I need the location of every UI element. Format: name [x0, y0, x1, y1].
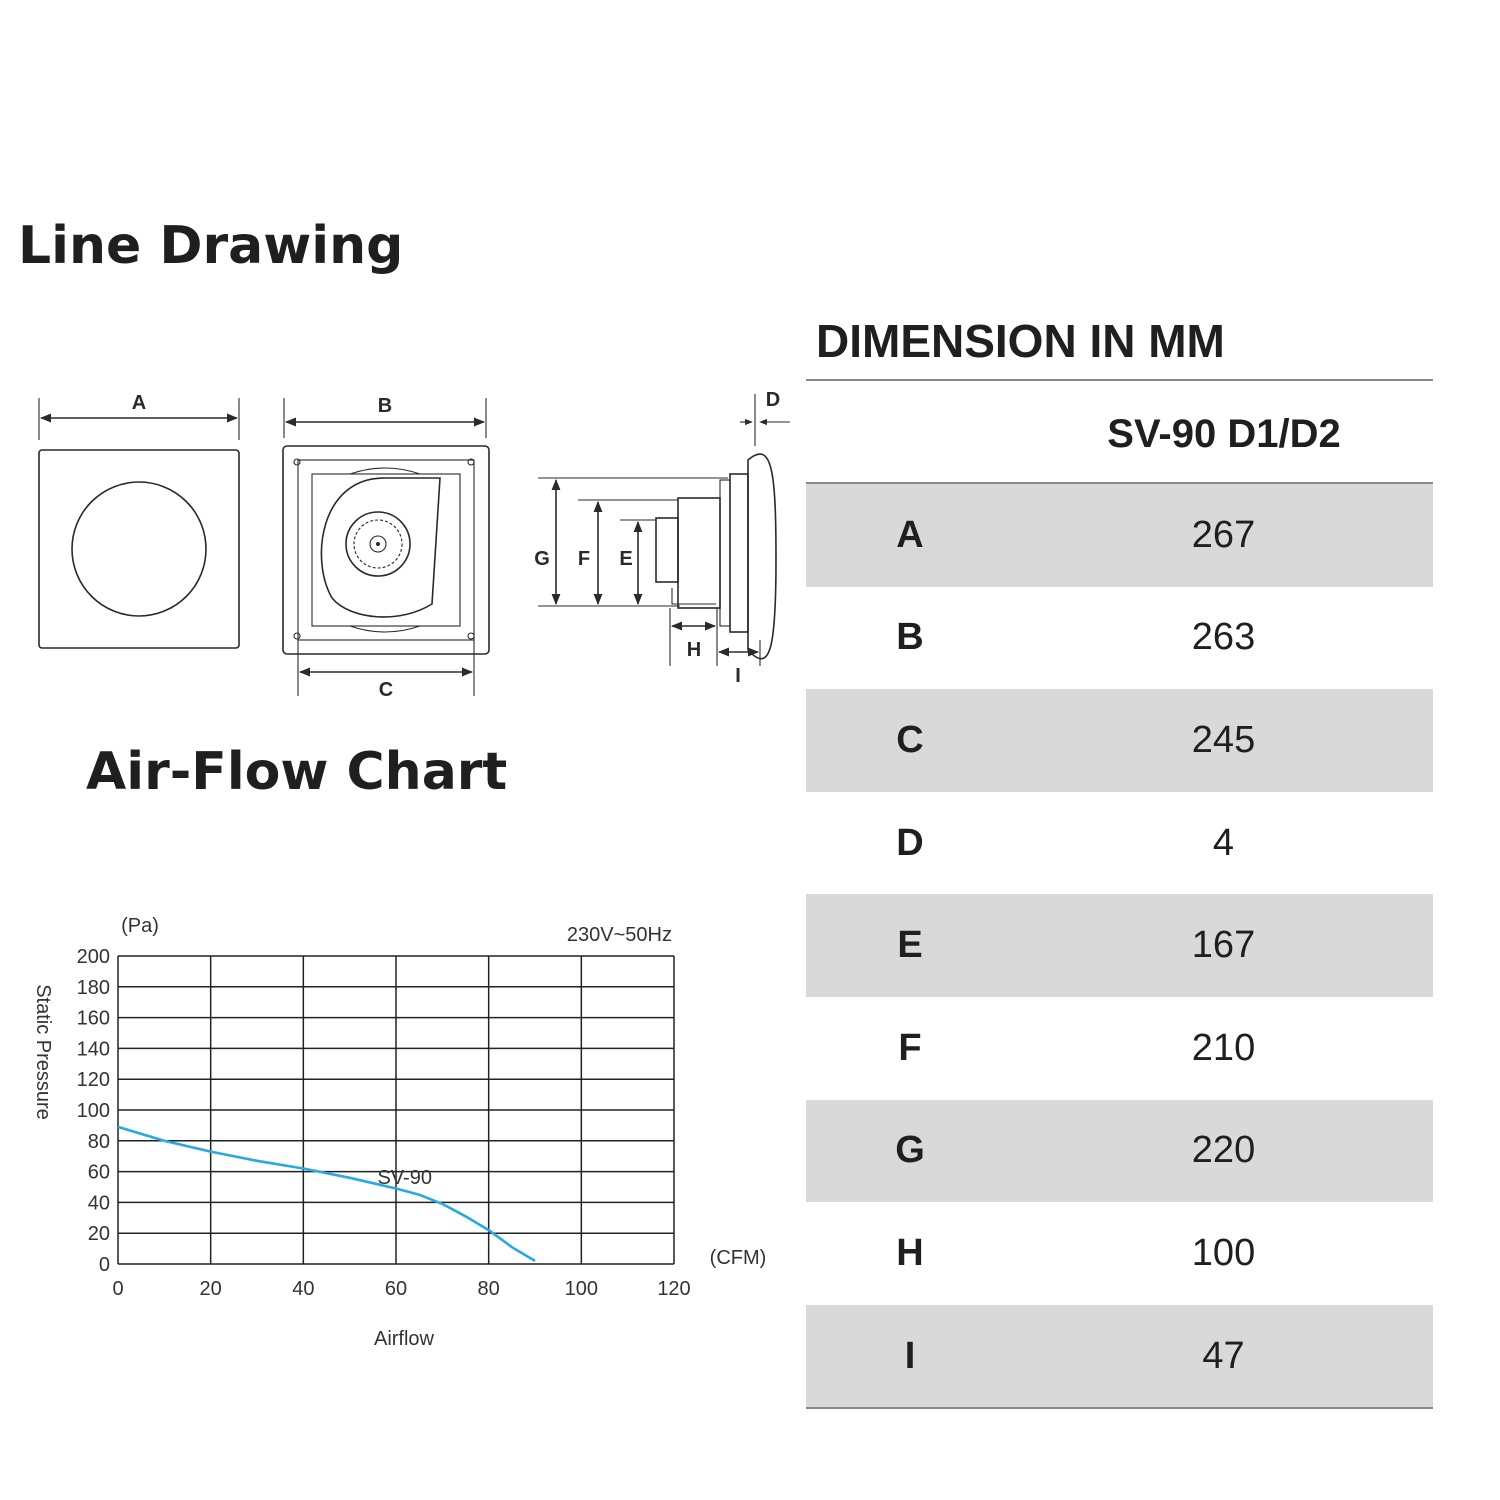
- dimension-key: G: [806, 1100, 1014, 1203]
- air-flow-chart-title: Air-Flow Chart: [86, 742, 508, 802]
- x-unit-label: (CFM): [709, 1247, 767, 1269]
- dimension-value: 167: [1014, 894, 1433, 997]
- dimension-title-rule: [806, 379, 1433, 381]
- dimension-key: C: [806, 689, 1014, 792]
- dimension-row-h: [806, 1202, 1433, 1305]
- dimension-value: 47: [1014, 1305, 1433, 1409]
- series-sv-90-label: SV-90: [377, 1166, 432, 1189]
- y-axis-title: Static Pressure: [32, 984, 54, 1120]
- series-sv-90-line: [118, 1127, 535, 1261]
- label-h: H: [686, 639, 702, 661]
- model-label: SV-90 D1/D2: [1107, 412, 1341, 456]
- line-drawing-title: Line Drawing: [18, 216, 404, 276]
- y-unit-label: (Pa): [121, 915, 159, 937]
- x-tick-label: 120: [657, 1278, 691, 1300]
- voltage-note: 230V~50Hz: [566, 924, 672, 946]
- dimension-row-f: [806, 997, 1433, 1100]
- x-tick-label: 80: [477, 1278, 500, 1300]
- dimension-value: 267: [1014, 483, 1433, 587]
- dimension-title: DIMENSION IN MM: [816, 315, 1225, 367]
- label-i: I: [735, 665, 741, 687]
- x-tick-label: 60: [384, 1278, 408, 1300]
- x-tick-label: 40: [292, 1278, 315, 1300]
- label-e: E: [619, 548, 633, 570]
- x-tick-label: 20: [199, 1278, 222, 1300]
- y-tick-label: 20: [87, 1223, 110, 1246]
- dimension-key: B: [896, 616, 924, 659]
- dimension-key: I: [806, 1305, 1014, 1409]
- y-tick-label: 60: [87, 1161, 110, 1184]
- dimension-key: F: [898, 1026, 922, 1069]
- x-axis-title: Airflow: [373, 1328, 435, 1350]
- label-c: C: [378, 679, 394, 701]
- dimension-value: 100: [1191, 1231, 1256, 1274]
- label-d: D: [765, 389, 781, 411]
- dimension-value: 245: [1014, 689, 1433, 792]
- dimension-value: 220: [1014, 1100, 1433, 1203]
- dimension-value: 263: [1191, 616, 1256, 659]
- x-tick-label: 100: [564, 1278, 599, 1300]
- chart-x-ticks: [112, 1278, 690, 1300]
- dimension-key: A: [806, 483, 1014, 587]
- y-tick-label: 0: [98, 1254, 110, 1276]
- label-a: A: [131, 392, 147, 414]
- dimension-row-i: [806, 1305, 1433, 1409]
- y-tick-label: 100: [76, 1100, 110, 1122]
- label-g: G: [534, 548, 550, 570]
- y-tick-label: 120: [76, 1069, 110, 1092]
- y-tick-label: 80: [87, 1130, 110, 1153]
- label-b: B: [377, 395, 393, 417]
- dimension-row-d: [806, 792, 1433, 895]
- dimension-key: E: [806, 894, 1014, 997]
- y-tick-label: 180: [76, 976, 110, 999]
- air-flow-chart: [0, 0, 800, 1400]
- dimension-value: 4: [1212, 821, 1235, 864]
- x-tick-label: 0: [112, 1278, 124, 1300]
- dimension-row-c: [806, 689, 1433, 792]
- dimension-row-e: [806, 894, 1433, 997]
- label-f: F: [577, 548, 591, 570]
- dimension-key: D: [896, 821, 924, 864]
- dimension-table: [806, 482, 1433, 1409]
- dimension-row-a: [806, 483, 1433, 587]
- y-tick-label: 140: [76, 1038, 110, 1061]
- dimension-value: 210: [1191, 1026, 1256, 1069]
- y-tick-label: 200: [76, 946, 110, 968]
- dimension-key: H: [896, 1231, 924, 1274]
- y-tick-label: 40: [87, 1192, 110, 1215]
- y-tick-label: 160: [76, 1007, 110, 1030]
- chart-y-ticks: [77, 946, 110, 1276]
- dimension-row-g: [806, 1100, 1433, 1203]
- chart-grid: [118, 956, 674, 1264]
- dimension-row-b: [806, 587, 1433, 690]
